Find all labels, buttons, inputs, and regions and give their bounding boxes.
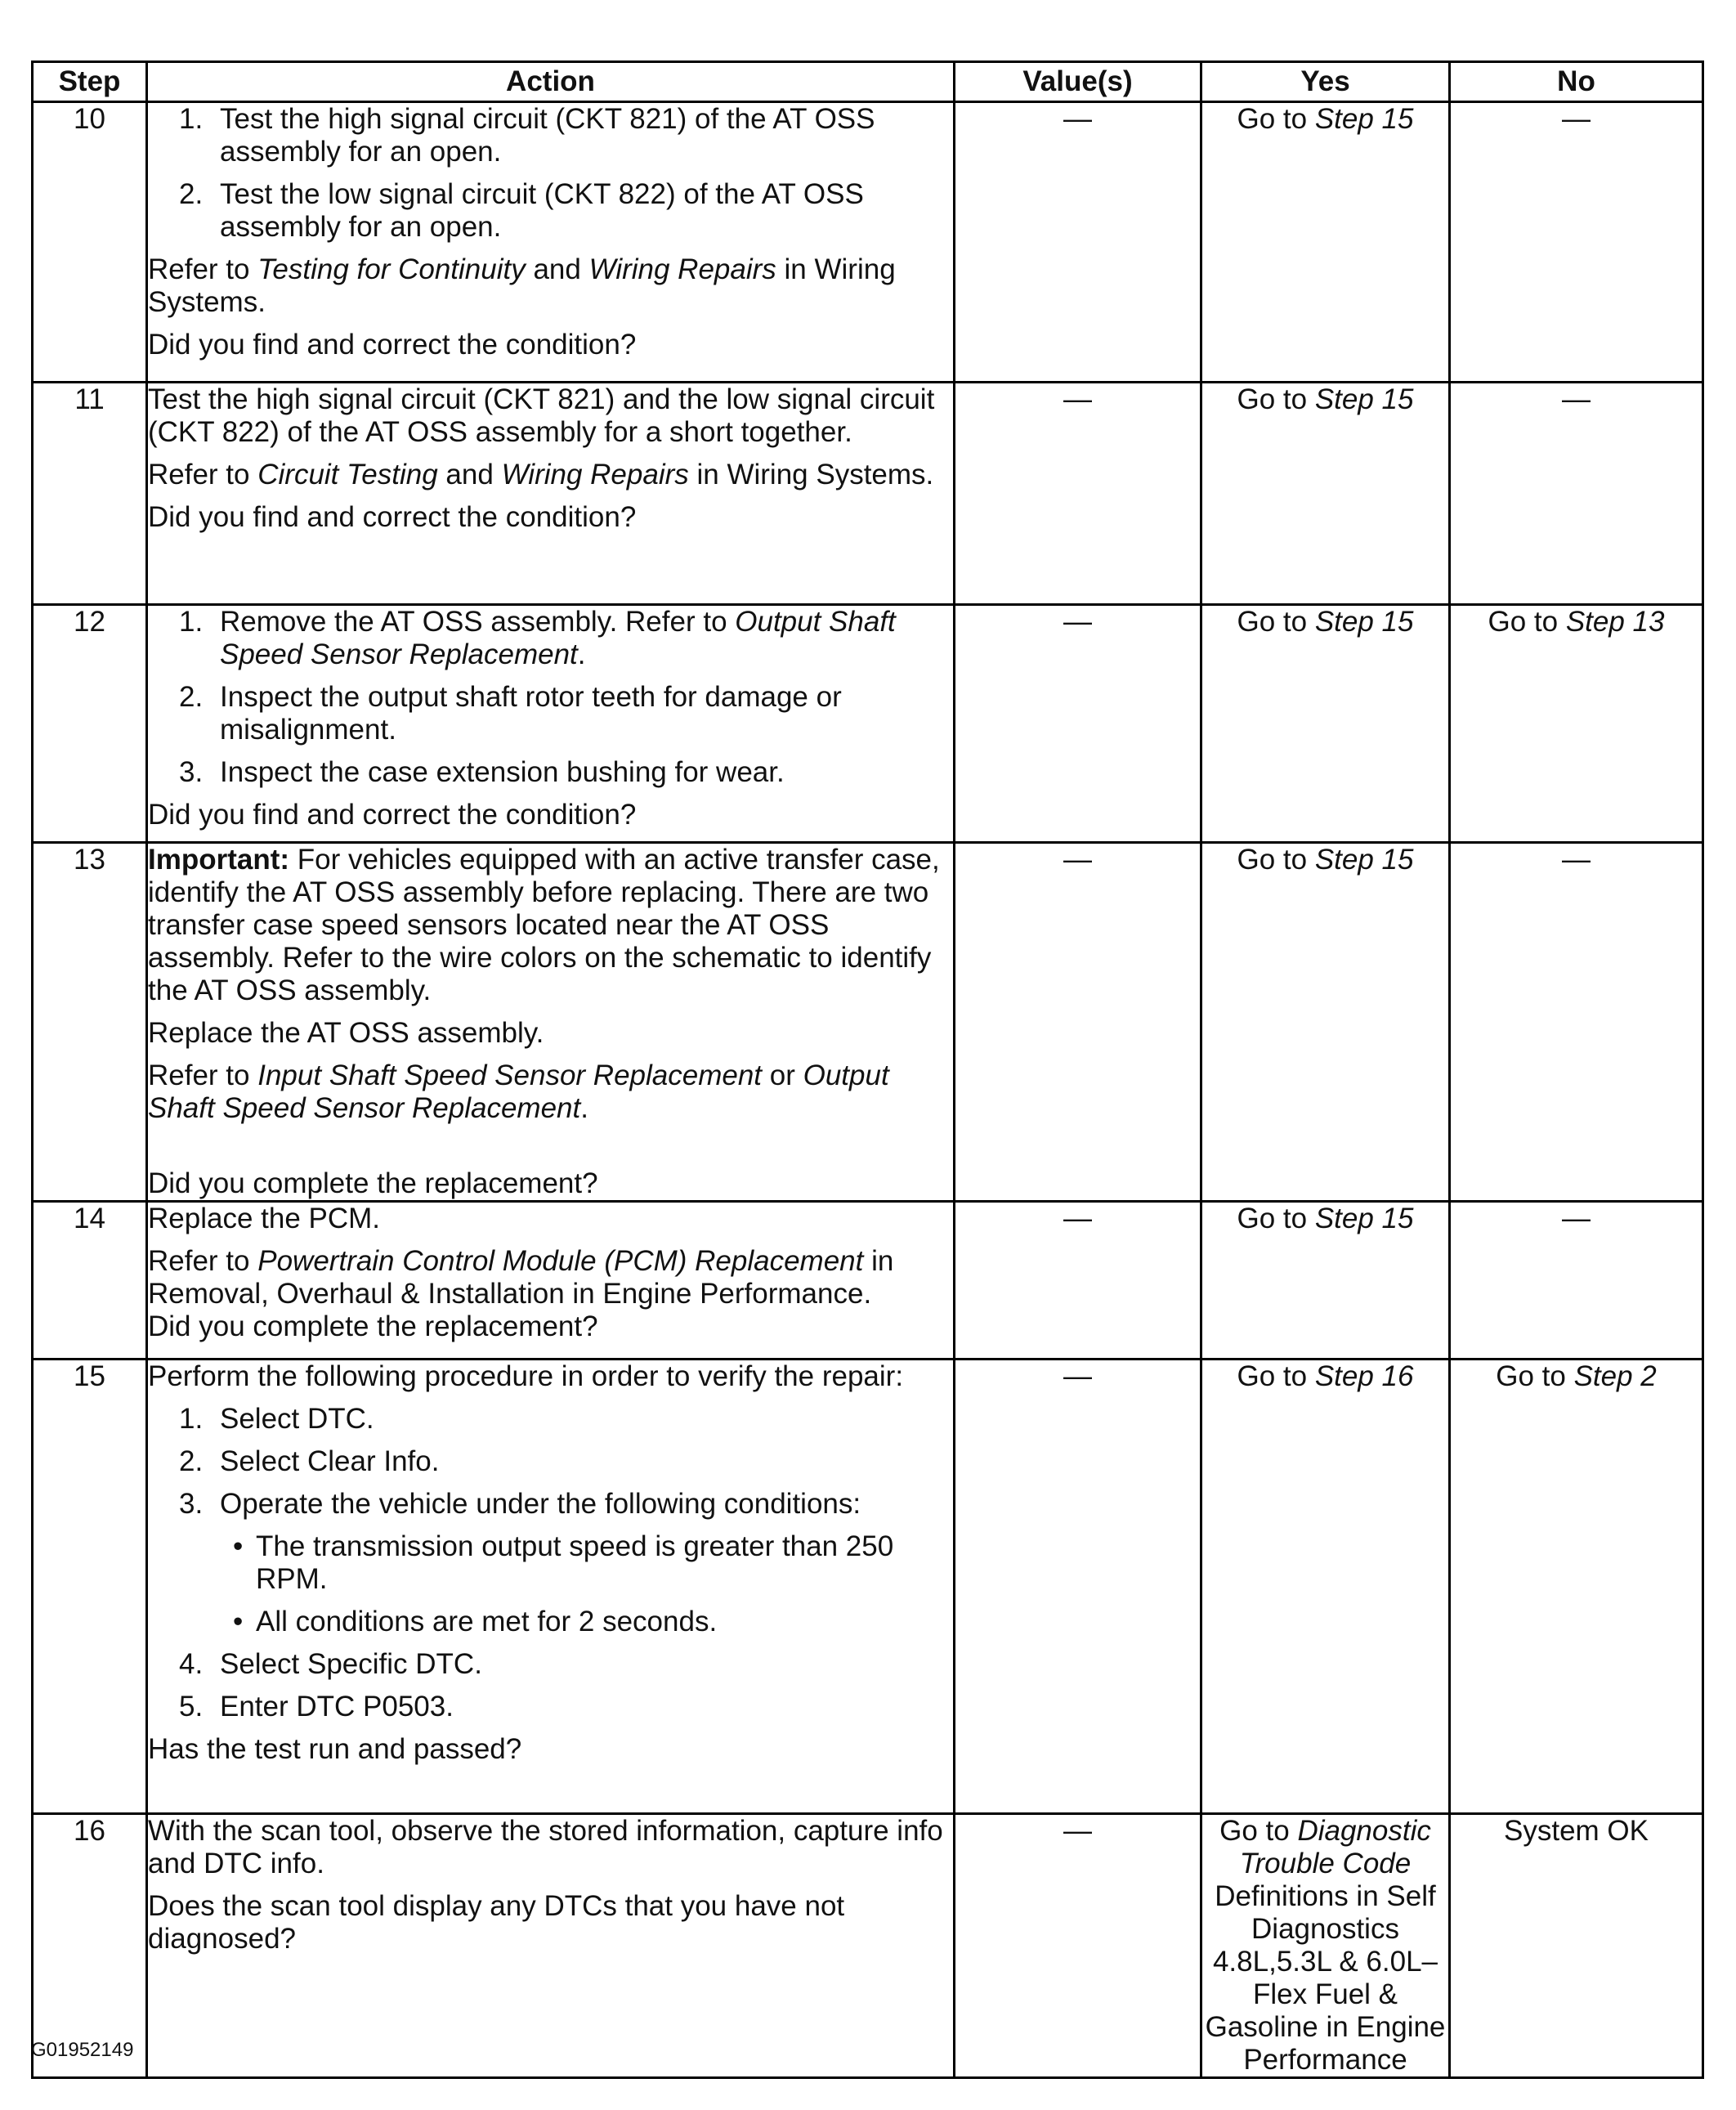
header-step: Step — [33, 62, 147, 102]
header-yes: Yes — [1201, 62, 1450, 102]
refer-text: Refer to Circuit Testing and Wiring Repairs in Wiring Systems. — [148, 459, 934, 491]
value-cell: — — [955, 843, 1201, 1202]
step-row-11 — [33, 383, 1703, 605]
step-number: 15 — [33, 1360, 147, 1814]
action-cell — [147, 383, 955, 605]
condition-bullet: • The transmission output speed is greater than 250 RPM. — [233, 1530, 894, 1595]
no-cell: System OK — [1450, 1814, 1703, 2078]
diagnostic-table — [31, 60, 1704, 2079]
question-text: Did you find and correct the condition? — [148, 501, 637, 533]
step-row-16 — [33, 1814, 1703, 2078]
question-text: Did you complete the replacement? — [148, 1167, 598, 1199]
action-list-item: 2. Inspect the output shaft rotor teeth for damage or misalignment. — [179, 681, 842, 746]
action-cell — [147, 1814, 955, 2078]
action-text: Replace the PCM. — [148, 1203, 381, 1234]
important-note: Important: For vehicles equipped with an active transfer case, identify the AT OSS assembly before replacing. There are two transfer case speed sensors located near the AT OSS assembly. Refer to the wire colors on the schematic to identify the AT OSS assembly. — [148, 844, 940, 1006]
question-text: Did you find and correct the condition? — [148, 329, 637, 361]
step-number: 14 — [33, 1202, 147, 1360]
action-cell — [147, 843, 955, 1202]
question-text: Does the scan tool display any DTCs that you have not diagnosed? — [148, 1890, 845, 1955]
header-values: Value(s) — [955, 62, 1201, 102]
header-no: No — [1450, 62, 1703, 102]
header-action: Action — [147, 62, 955, 102]
value-cell: — — [955, 102, 1201, 383]
value-cell: — — [955, 605, 1201, 843]
action-list-item: 2. Test the low signal circuit (CKT 822) of the AT OSS assembly for an open. — [179, 178, 864, 243]
step-number: 16 — [33, 1814, 147, 2078]
action-list-item: 2. Select Clear Info. — [179, 1445, 440, 1477]
action-text: Replace the AT OSS assembly. — [148, 1017, 544, 1049]
refer-text: Refer to Input Shaft Speed Sensor Replacement or Output Shaft Speed Sensor Replacement. — [148, 1059, 889, 1124]
step-row-13 — [33, 843, 1703, 1202]
action-list-item: 1. Select DTC. — [179, 1403, 374, 1435]
step-number: 10 — [33, 102, 147, 383]
action-cell — [147, 1360, 955, 1814]
value-cell: — — [955, 1814, 1201, 2078]
action-text: With the scan tool, observe the stored information, capture info and DTC info. — [148, 1815, 943, 1879]
value-cell: — — [955, 383, 1201, 605]
action-text: Perform the following procedure in order to verify the repair: — [148, 1360, 904, 1392]
no-cell: Go to Step 2 — [1450, 1360, 1703, 1814]
action-list-item: 1. Test the high signal circuit (CKT 821) of the AT OSS assembly for an open. — [179, 103, 875, 168]
step-row-14 — [33, 1202, 1703, 1360]
step-number: 11 — [33, 383, 147, 605]
refer-text: Refer to Testing for Continuity and Wiring Repairs in Wiring Systems. — [148, 253, 896, 318]
step-row-12 — [33, 605, 1703, 843]
yes-cell: Go to Step 15 — [1201, 1202, 1450, 1360]
action-text: Test the high signal circuit (CKT 821) and the low signal circuit (CKT 822) of the AT OSS assembly for a short together. — [148, 383, 935, 448]
action-list-item: 3. Operate the vehicle under the following conditions: — [179, 1488, 861, 1520]
no-cell: — — [1450, 102, 1703, 383]
step-row-15 — [33, 1360, 1703, 1814]
action-list-item: 5. Enter DTC P0503. — [179, 1691, 454, 1722]
header-row — [33, 62, 1703, 102]
action-cell — [147, 102, 955, 383]
yes-cell: Go to Step 15 — [1201, 383, 1450, 605]
yes-cell: Go to Step 15 — [1201, 102, 1450, 383]
question-text: Did you complete the replacement? — [148, 1310, 598, 1342]
yes-cell: Go to Step 16 — [1201, 1360, 1450, 1814]
action-list-item: 1. Remove the AT OSS assembly. Refer to Output Shaft Speed Sensor Replacement. — [179, 606, 896, 670]
yes-cell: Go to Diagnostic Trouble Code Definitions in Self Diagnostics 4.8L,5.3L & 6.0L–Flex Fuel & Gasoline in Engine Performance — [1201, 1814, 1450, 2078]
no-cell: — — [1450, 843, 1703, 1202]
action-list-item: 4. Select Specific DTC. — [179, 1648, 482, 1680]
action-cell — [147, 605, 955, 843]
step-row-10 — [33, 102, 1703, 383]
step-number: 13 — [33, 843, 147, 1202]
no-cell: Go to Step 13 — [1450, 605, 1703, 843]
yes-cell: Go to Step 15 — [1201, 843, 1450, 1202]
refer-text: Refer to Powertrain Control Module (PCM) Replacement in Removal, Overhaul & Installation in Engine Performance. — [148, 1245, 894, 1310]
question-text: Has the test run and passed? — [148, 1733, 522, 1765]
no-cell: — — [1450, 383, 1703, 605]
action-list-item: 3. Inspect the case extension bushing for wear. — [179, 756, 785, 788]
no-cell: — — [1450, 1202, 1703, 1360]
figure-code: G01952149 — [31, 2039, 134, 2061]
condition-bullet: • All conditions are met for 2 seconds. — [233, 1606, 718, 1637]
question-text: Did you find and correct the condition? — [148, 799, 637, 831]
step-number: 12 — [33, 605, 147, 843]
yes-cell: Go to Step 15 — [1201, 605, 1450, 843]
action-cell — [147, 1202, 955, 1360]
value-cell: — — [955, 1202, 1201, 1360]
value-cell: — — [955, 1360, 1201, 1814]
